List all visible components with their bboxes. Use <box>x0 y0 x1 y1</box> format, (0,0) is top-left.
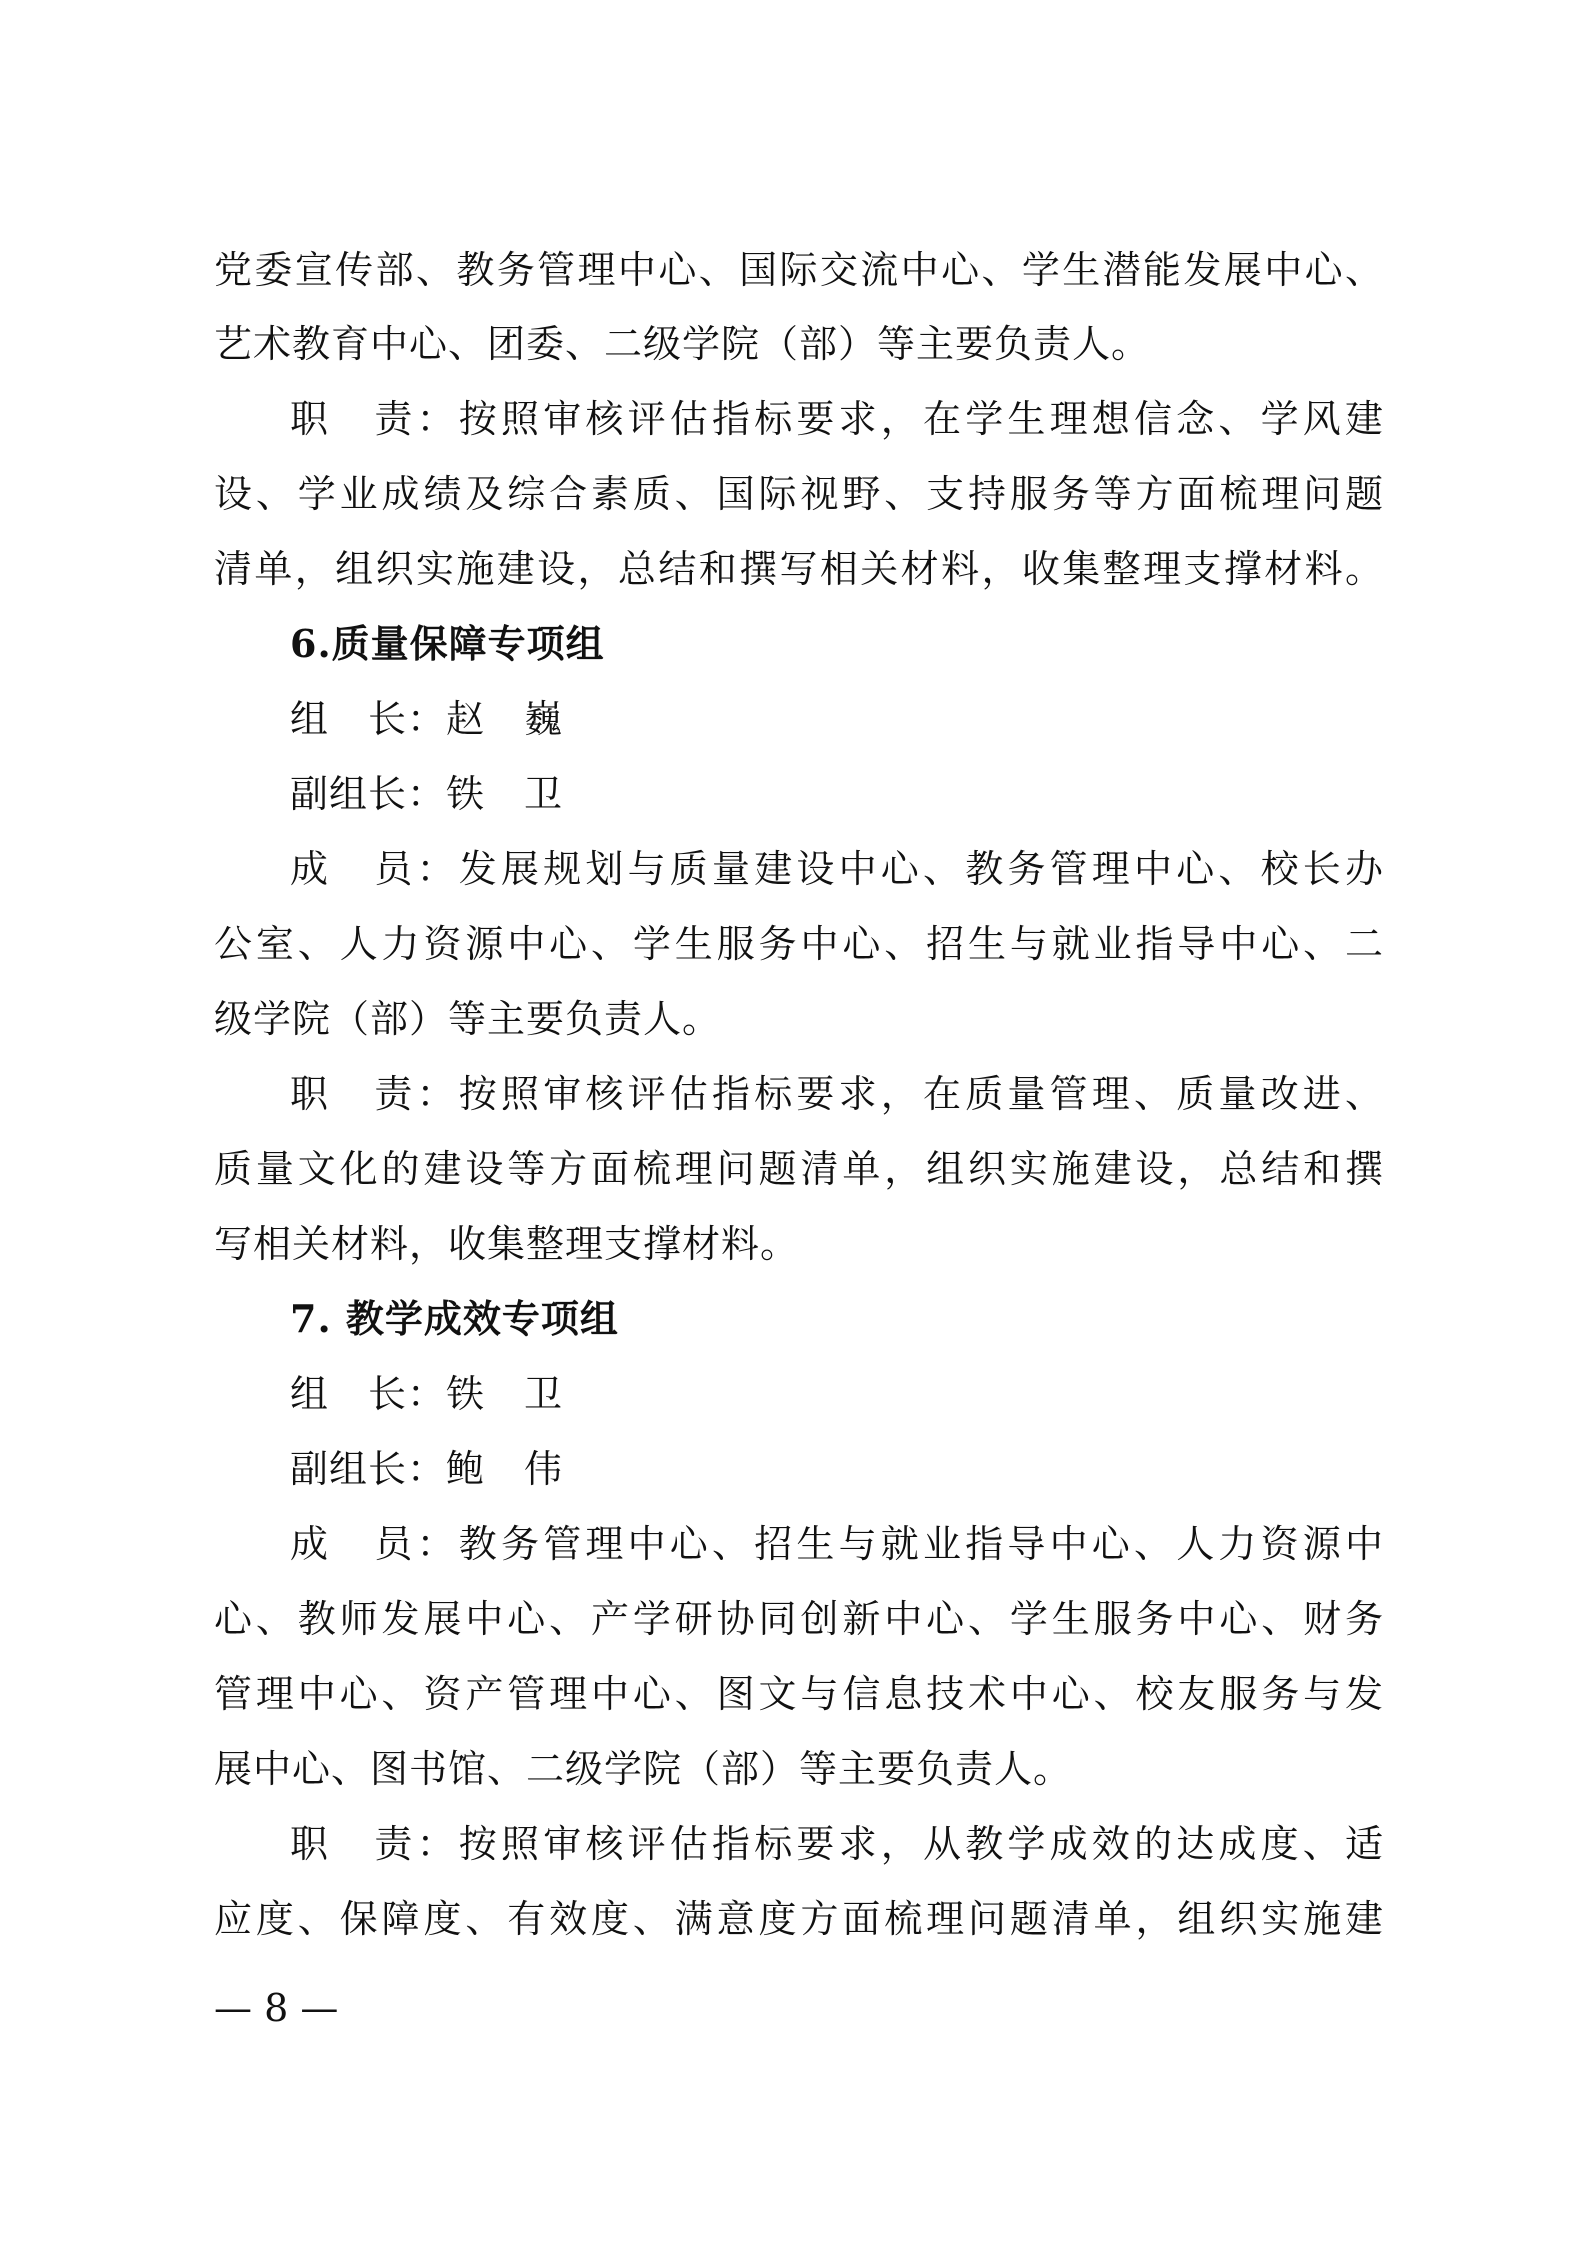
text-line: 质量文化的建设等方面梳理问题清单，组织实施建设，总结和撰 <box>214 1147 1384 1191</box>
text-line: 设、学业成绩及综合素质、国际视野、支持服务等方面梳理问题 <box>214 472 1384 516</box>
text-line: 艺术教育中心、团委、二级学院（部）等主要负责人。 <box>214 322 1151 366</box>
text-line: 级学院（部）等主要负责人。 <box>214 997 722 1041</box>
text-line: 组 长：赵 巍 <box>290 697 564 741</box>
text-line: 成 员：教务管理中心、招生与就业指导中心、人力资源中 <box>290 1522 1384 1566</box>
text-line: 清单，组织实施建设，总结和撰写相关材料，收集整理支撑材料。 <box>214 547 1384 591</box>
text-line: 职 责：按照审核评估指标要求，在质量管理、质量改进、 <box>290 1072 1384 1116</box>
text-line: 应度、保障度、有效度、满意度方面梳理问题清单，组织实施建 <box>214 1897 1384 1941</box>
section-heading: 6.质量保障专项组 <box>290 621 605 666</box>
text-line: 展中心、图书馆、二级学院（部）等主要负责人。 <box>214 1747 1073 1791</box>
text-line: 组 长：铁 卫 <box>290 1372 564 1416</box>
text-line: 成 员：发展规划与质量建设中心、教务管理中心、校长办 <box>290 847 1384 891</box>
text-line: 副组长：铁 卫 <box>290 772 564 816</box>
text-line: 副组长：鲍 伟 <box>290 1447 564 1491</box>
text-line: 管理中心、资产管理中心、图文与信息技术中心、校友服务与发 <box>214 1672 1384 1716</box>
text-line: 职 责：按照审核评估指标要求，从教学成效的达成度、适 <box>290 1822 1384 1866</box>
text-line: 写相关材料，收集整理支撑材料。 <box>214 1222 800 1266</box>
text-line: 党委宣传部、教务管理中心、国际交流中心、学生潜能发展中心、 <box>214 248 1384 292</box>
text-line: 心、教师发展中心、产学研协同创新中心、学生服务中心、财务 <box>214 1597 1384 1641</box>
text-line: 公室、人力资源中心、学生服务中心、招生与就业指导中心、二 <box>214 922 1384 966</box>
page-number: — 8 — <box>214 1986 339 2030</box>
section-heading: 7. 教学成效专项组 <box>290 1296 619 1341</box>
text-line: 职 责：按照审核评估指标要求，在学生理想信念、学风建 <box>290 397 1384 441</box>
